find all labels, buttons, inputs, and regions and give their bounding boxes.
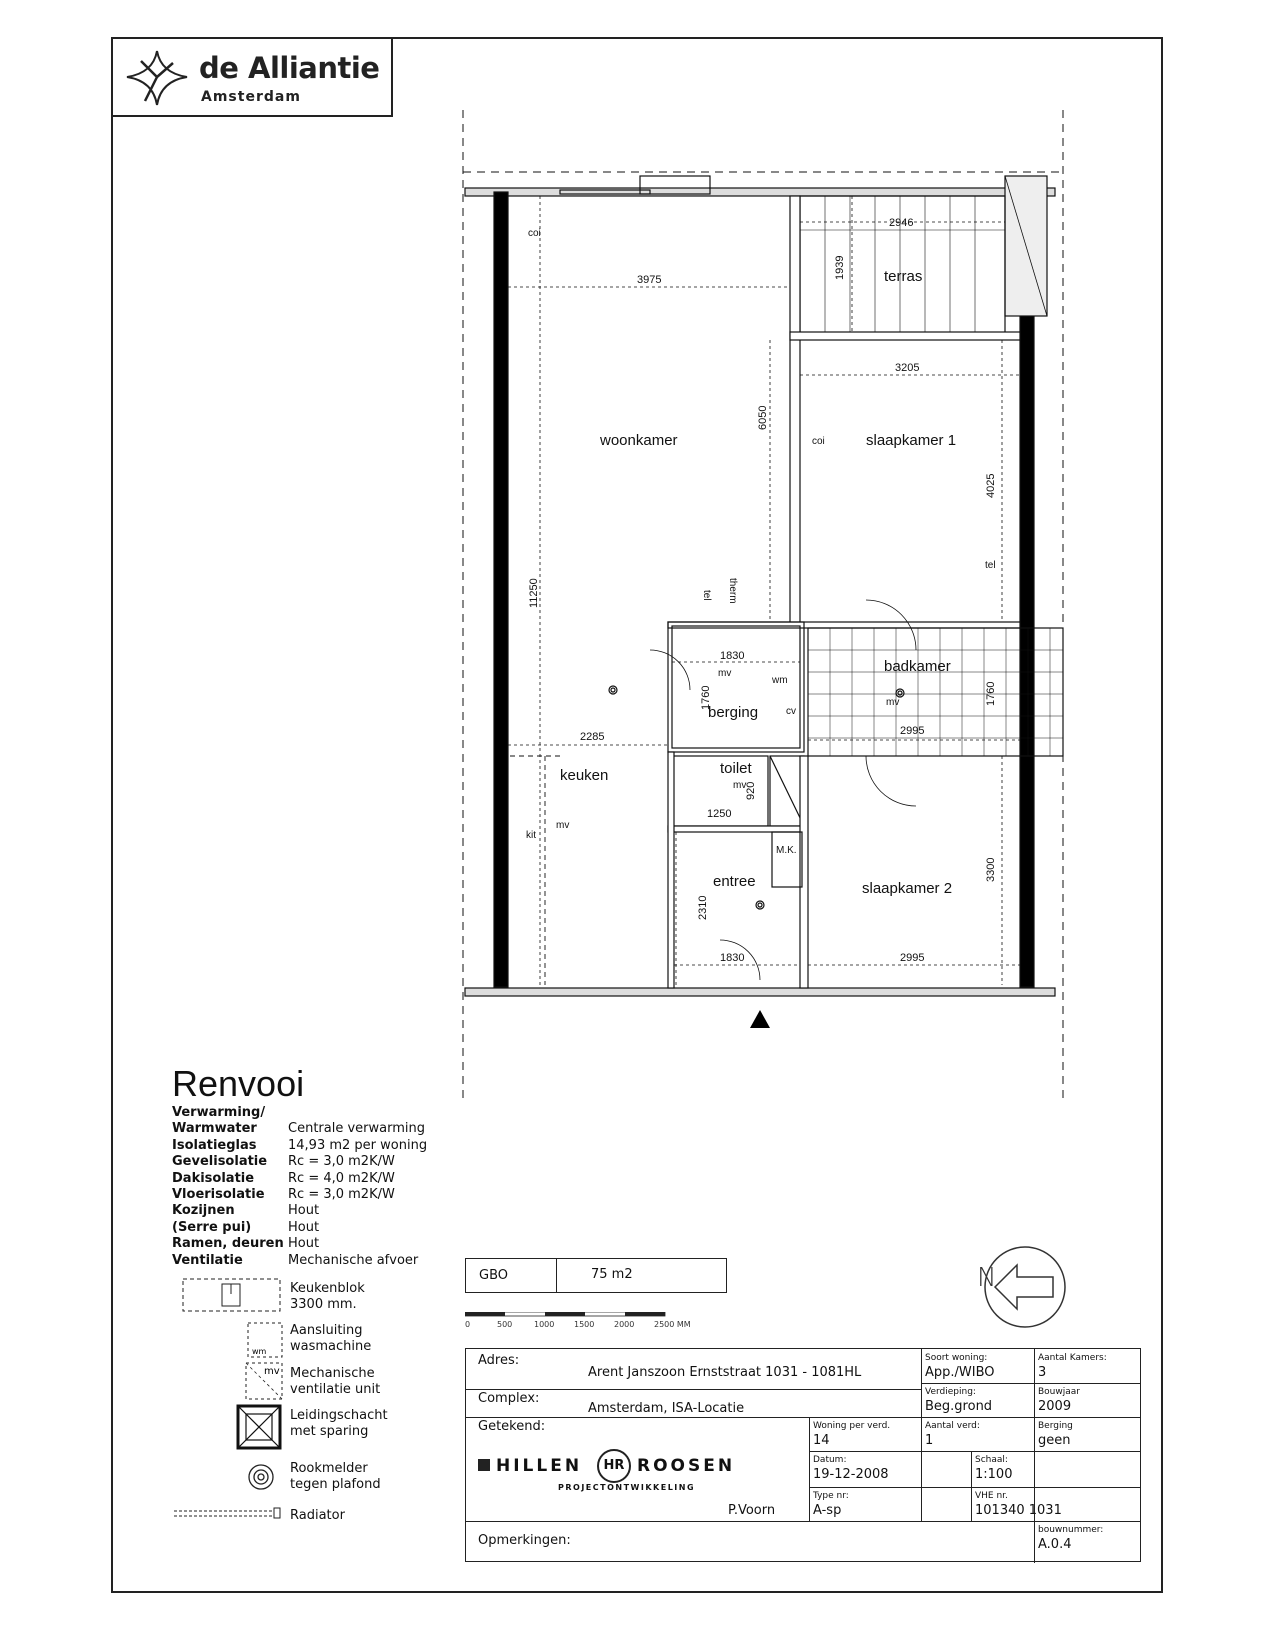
label-mv-berging: mv bbox=[718, 668, 732, 679]
dim-slaapkamer2-width: 2995 bbox=[900, 952, 925, 964]
legend-radiator: Radiator bbox=[290, 1508, 345, 1523]
dim-toilet-height: 920 bbox=[745, 781, 757, 800]
kamers-label: Aantal Kamers: bbox=[1038, 1353, 1107, 1363]
legend-label: Mechanische bbox=[290, 1366, 375, 1381]
legend-keukenblok bbox=[290, 1281, 365, 1313]
spec-key: Gevelisolatie bbox=[172, 1154, 268, 1170]
spec-key: Vloerisolatie bbox=[172, 1187, 265, 1203]
legend-label: ventilatie unit bbox=[290, 1382, 381, 1397]
label-mk: M.K. bbox=[776, 845, 797, 856]
schaal-value: 1:100 bbox=[975, 1467, 1013, 1482]
room-woonkamer: woonkamer bbox=[600, 432, 678, 449]
spec-row bbox=[172, 1138, 427, 1154]
title-block bbox=[465, 1348, 1141, 1562]
logo-city: Amsterdam bbox=[201, 89, 301, 105]
spec-row bbox=[172, 1220, 427, 1236]
renvooi-title: Renvooi bbox=[172, 1063, 305, 1104]
spec-key: Ramen, deuren bbox=[172, 1236, 284, 1252]
dim-woonkamer-height: 6050 bbox=[757, 405, 769, 430]
verdieping-value: Beg.grond bbox=[925, 1399, 993, 1414]
label-mv-keuken: mv bbox=[556, 820, 570, 831]
woning-label: Woning per verd. bbox=[813, 1421, 891, 1431]
bouwjaar-label: Bouwjaar bbox=[1038, 1387, 1080, 1397]
bouwnummer-label: bouwnummer: bbox=[1038, 1525, 1104, 1535]
spec-row bbox=[172, 1171, 427, 1187]
ventilatie-icon bbox=[245, 1362, 283, 1400]
company-subtitle: PROJECTONTWIKKELING bbox=[558, 1483, 696, 1492]
label-coi-slaapkamer: coi bbox=[812, 436, 825, 447]
room-slaapkamer-2: slaapkamer 2 bbox=[862, 880, 953, 897]
label-tel-keuken: tel bbox=[701, 590, 712, 601]
room-toilet: toilet bbox=[720, 760, 752, 777]
getekend-label: Getekend: bbox=[478, 1419, 546, 1434]
label-mv-badkamer: mv bbox=[886, 697, 900, 708]
legend-label: tegen plafond bbox=[290, 1477, 381, 1492]
spec-row bbox=[172, 1253, 427, 1269]
spec-value: Hout bbox=[288, 1219, 320, 1235]
hr-square-icon bbox=[478, 1459, 490, 1471]
gbo-value: 75 m2 bbox=[591, 1267, 633, 1282]
gbo-box bbox=[465, 1258, 727, 1293]
entrance-arrow-icon bbox=[750, 1010, 770, 1028]
hillen-roosen-logo bbox=[478, 1449, 735, 1483]
adres-value: Arent Janszoon Ernststraat 1031 - 1081HL bbox=[588, 1365, 862, 1380]
drawer-name: P.Voorn bbox=[728, 1503, 776, 1518]
north-label: N bbox=[977, 1263, 997, 1293]
radiator-icon bbox=[174, 1506, 284, 1520]
kamers-value: 3 bbox=[1038, 1365, 1047, 1380]
legend-label: Rookmelder bbox=[290, 1461, 368, 1476]
spec-value: Mechanische afvoer bbox=[288, 1252, 419, 1268]
complex-value: Amsterdam, ISA-Locatie bbox=[588, 1401, 745, 1416]
dim-entree-width: 1830 bbox=[720, 952, 745, 964]
bouwnummer-value: A.0.4 bbox=[1038, 1537, 1072, 1552]
legend-label: met sparing bbox=[290, 1424, 369, 1439]
berging-value: geen bbox=[1038, 1433, 1071, 1448]
room-keuken: keuken bbox=[560, 767, 609, 784]
spec-key: Isolatieglas bbox=[172, 1137, 257, 1153]
company-name-1: HILLEN bbox=[496, 1456, 583, 1476]
woning-value: 14 bbox=[813, 1433, 830, 1448]
dim-woonkamer-width: 3975 bbox=[637, 274, 662, 286]
label-wm: wm bbox=[772, 675, 788, 686]
ventilatie-icon-text: mv bbox=[264, 1366, 280, 1377]
label-therm: therm bbox=[727, 578, 738, 604]
spec-key: Dakisolatie bbox=[172, 1170, 255, 1186]
type-label: Type nr: bbox=[813, 1491, 849, 1501]
type-value: A-sp bbox=[813, 1503, 842, 1518]
dim-terras-width: 2946 bbox=[889, 217, 914, 229]
scale-tick: 2000 bbox=[614, 1320, 635, 1329]
dim-slaapkamer2-height: 3300 bbox=[985, 857, 997, 882]
scale-tick: 1500 bbox=[574, 1320, 595, 1329]
aantal-verd-value: 1 bbox=[925, 1433, 934, 1448]
verdieping-label: Verdieping: bbox=[925, 1387, 976, 1397]
label-cv: cv bbox=[786, 706, 796, 717]
soort-label: Soort woning: bbox=[925, 1353, 988, 1363]
north-arrow-icon bbox=[975, 1237, 1075, 1337]
spec-key: Kozijnen bbox=[172, 1203, 235, 1219]
spec-value: Rc = 3,0 m2K/W bbox=[288, 1154, 395, 1170]
vhe-value: 101340 1031 bbox=[975, 1503, 1062, 1518]
legend-label: Leidingschacht bbox=[290, 1408, 388, 1423]
gbo-divider bbox=[556, 1259, 557, 1292]
company-name-2: ROOSEN bbox=[636, 1456, 736, 1476]
legend-wasmachine bbox=[290, 1323, 371, 1355]
datum-label: Datum: bbox=[813, 1455, 847, 1465]
keukenblok-icon bbox=[182, 1278, 282, 1312]
schaal-label: Schaal: bbox=[975, 1455, 1008, 1465]
spec-row bbox=[172, 1236, 427, 1252]
dim-toilet-width: 1250 bbox=[707, 808, 732, 820]
dim-keuken-width: 2285 bbox=[580, 731, 605, 743]
spec-row bbox=[172, 1203, 427, 1219]
legend-rookmelder bbox=[290, 1461, 381, 1493]
spec-value: Hout bbox=[288, 1203, 320, 1219]
bouwjaar-value: 2009 bbox=[1038, 1399, 1072, 1414]
aantal-verd-label: Aantal verd: bbox=[925, 1421, 980, 1431]
logo-name: de Alliantie bbox=[199, 51, 380, 85]
spec-row bbox=[172, 1154, 427, 1170]
spec-key: Warmwater bbox=[172, 1121, 257, 1137]
scale-tick: 0 bbox=[465, 1320, 471, 1329]
legend-label: Aansluiting bbox=[290, 1323, 363, 1338]
legend-leidingschacht bbox=[290, 1408, 388, 1440]
dim-entree-height: 2310 bbox=[697, 895, 709, 920]
room-berging: berging bbox=[708, 704, 759, 721]
legend-label: wasmachine bbox=[290, 1339, 372, 1354]
room-entree: entree bbox=[713, 873, 756, 890]
room-badkamer: badkamer bbox=[884, 658, 951, 675]
label-tel-slaapkamer: tel bbox=[985, 560, 996, 571]
leidingschacht-icon bbox=[236, 1404, 282, 1450]
dim-berging-width: 1830 bbox=[720, 650, 745, 662]
berging-label: Berging bbox=[1038, 1421, 1073, 1431]
datum-value: 19-12-2008 bbox=[813, 1467, 889, 1482]
legend-label: Keukenblok bbox=[290, 1281, 365, 1296]
spec-key: Verwarming/ bbox=[172, 1105, 266, 1120]
soort-value: App./WIBO bbox=[925, 1365, 995, 1380]
spec-row bbox=[172, 1187, 427, 1203]
dim-berging-height: 1760 bbox=[700, 685, 712, 710]
dim-badkamer-height: 1760 bbox=[985, 681, 997, 706]
vhe-label: VHE nr. bbox=[975, 1491, 1008, 1501]
label-kit: kit bbox=[526, 830, 536, 841]
dim-terras-height: 1939 bbox=[834, 255, 846, 280]
spec-value: 14,93 m2 per woning bbox=[288, 1137, 428, 1153]
label-mv-toilet: mv bbox=[733, 780, 747, 791]
dim-slaapkamer1-height: 4025 bbox=[985, 473, 997, 498]
complex-label: Complex: bbox=[478, 1391, 540, 1406]
room-terras: terras bbox=[884, 268, 923, 285]
spec-value: Hout bbox=[288, 1236, 320, 1252]
legend-ventilatie bbox=[290, 1366, 380, 1398]
hr-monogram: HR bbox=[597, 1449, 631, 1483]
gbo-label: GBO bbox=[479, 1268, 508, 1283]
legend-label: 3300 mm. bbox=[290, 1297, 357, 1312]
spec-row bbox=[172, 1105, 427, 1121]
wasmachine-icon bbox=[247, 1322, 283, 1358]
scale-tick: 1000 bbox=[534, 1320, 555, 1329]
spec-key: Ventilatie bbox=[172, 1252, 243, 1268]
label-coi-woonkamer: coi bbox=[528, 228, 541, 239]
wasmachine-icon-text: wm bbox=[252, 1347, 267, 1356]
rookmelder-icon bbox=[246, 1462, 276, 1492]
adres-label: Adres: bbox=[478, 1353, 520, 1368]
dim-slaapkamer1-width: 3205 bbox=[895, 362, 920, 374]
spec-key: (Serre pui) bbox=[172, 1219, 252, 1235]
scale-tick: 2500 MM bbox=[654, 1320, 691, 1329]
opmerkingen-label: Opmerkingen: bbox=[478, 1533, 571, 1548]
dim-badkamer-width: 2995 bbox=[900, 725, 925, 737]
renvooi-specs bbox=[172, 1105, 427, 1269]
room-slaapkamer-1: slaapkamer 1 bbox=[866, 432, 957, 449]
scale-tick: 500 bbox=[497, 1320, 513, 1329]
dim-total-height: 11250 bbox=[528, 578, 540, 608]
spec-row bbox=[172, 1121, 427, 1137]
spec-value: Centrale verwarming bbox=[288, 1121, 425, 1137]
spec-value: Rc = 3,0 m2K/W bbox=[288, 1187, 395, 1203]
spec-value: Rc = 4,0 m2K/W bbox=[288, 1170, 395, 1186]
